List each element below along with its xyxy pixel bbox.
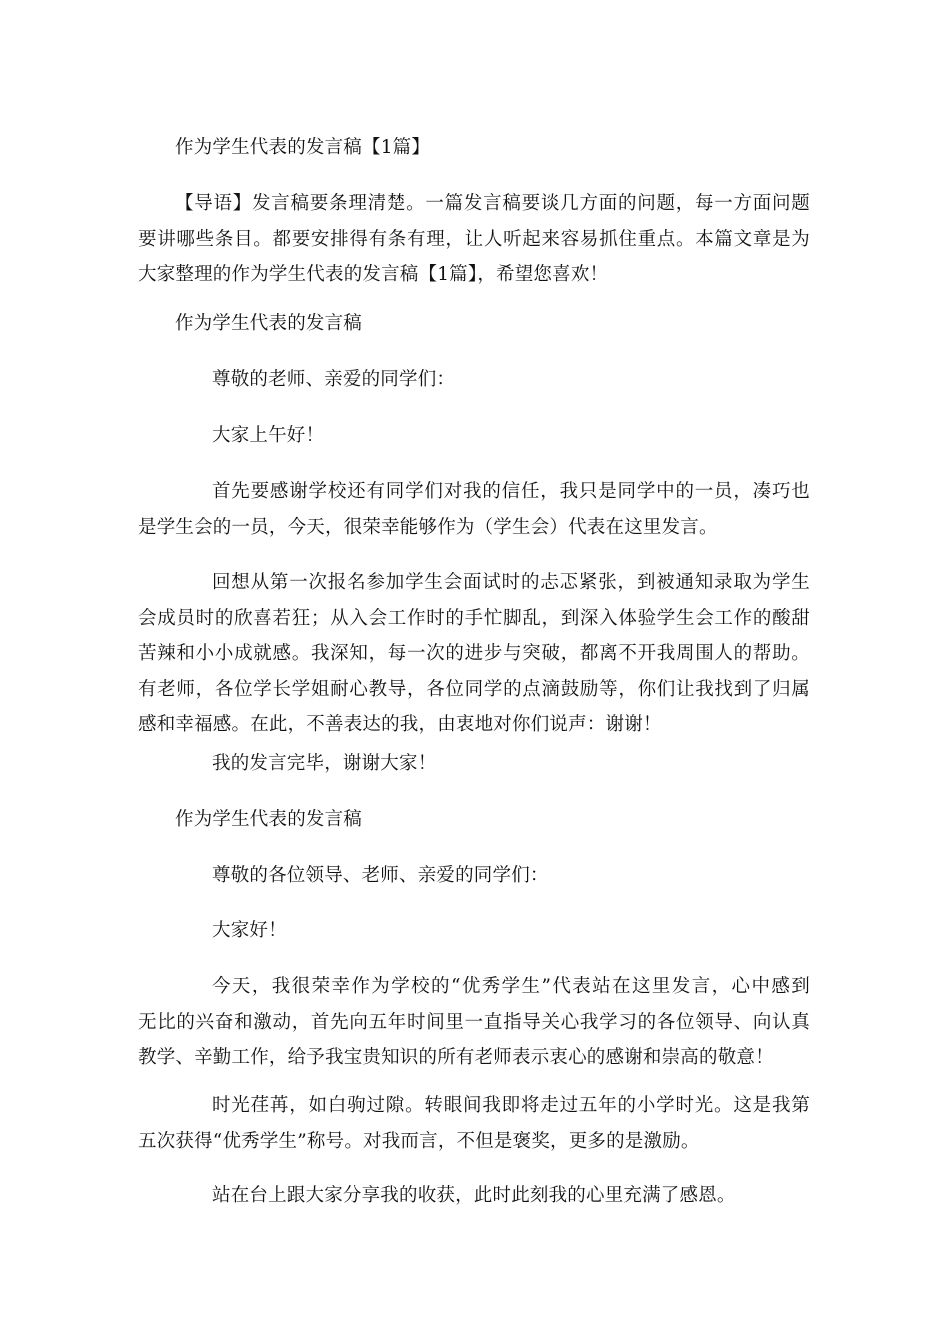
paragraph-line: 首先要感谢学校还有同学们对我的信任，我只是同学中的一员，凑巧也 bbox=[212, 481, 810, 502]
document-title bbox=[138, 130, 810, 166]
paragraph-line: 苦辣和小小成就感。我深知，每一次的进步与突破，都离不开我周围人的帮助。 bbox=[138, 643, 810, 664]
paragraph-line: 回想从第一次报名参加学生会面试时的忐忑紧张，到被通知录取为学生 bbox=[212, 572, 810, 593]
paragraph-line: 是学生会的一员，今天，很荣幸能够作为（学生会）代表在这里发言。 bbox=[138, 516, 718, 538]
paragraph-line: 无比的兴奋和激动，首先向五年时间里一直指导关心我学习的各位领导、向认真 bbox=[138, 1011, 810, 1033]
intro-paragraph bbox=[138, 186, 810, 293]
speech1-salutation bbox=[138, 362, 810, 398]
paragraph-line: 有老师，各位学长学姐耐心教导，各位同学的点滴鼓励等，你们让我找到了归属 bbox=[138, 678, 810, 700]
intro-line: 要讲哪些条目。都要安排得有条有理，让人听起来容易抓住重点。本篇文章是为 bbox=[138, 228, 810, 250]
title-text: 作为学生代表的发言稿【1篇】 bbox=[175, 137, 431, 158]
speech2-salutation bbox=[138, 858, 810, 894]
paragraph-line: 五次获得“优秀学生”称号。对我而言，不但是褒奖，更多的是激励。 bbox=[138, 1130, 700, 1152]
speech2-heading bbox=[138, 802, 810, 838]
paragraph-line: 今天，我很荣幸作为学校的“优秀学生”代表站在这里发言，心中感到 bbox=[212, 976, 810, 997]
paragraph-line: 站在台上跟大家分享我的收获，此时此刻我的心里充满了感恩。 bbox=[212, 1185, 736, 1206]
speech2-paragraph-2 bbox=[138, 1088, 810, 1159]
closing-text: 我的发言完毕，谢谢大家！ bbox=[212, 753, 437, 774]
speech1-heading bbox=[138, 306, 810, 342]
paragraph-line: 教学、辛勤工作，给予我宝贵知识的所有老师表示衷心的感谢和崇高的敬意！ bbox=[138, 1047, 774, 1068]
speech2-greeting bbox=[138, 913, 810, 949]
salutation-text: 尊敬的老师、亲爱的同学们： bbox=[212, 369, 456, 390]
speech2-paragraph-3 bbox=[138, 1178, 810, 1214]
intro-line: 大家整理的作为学生代表的发言稿【1篇】，希望您喜欢！ bbox=[138, 264, 609, 285]
paragraph-line: 感和幸福感。在此，不善表达的我，由衷地对你们说声：谢谢！ bbox=[138, 714, 662, 735]
speech1-paragraph-2 bbox=[138, 565, 810, 743]
intro-line: 【导语】发言稿要条理清楚。一篇发言稿要谈几方面的问题，每一方面问题 bbox=[175, 193, 810, 214]
greeting-text: 大家上午好！ bbox=[212, 425, 325, 446]
heading-text: 作为学生代表的发言稿 bbox=[175, 809, 363, 830]
greeting-text: 大家好！ bbox=[212, 920, 287, 941]
salutation-text: 尊敬的各位领导、老师、亲爱的同学们： bbox=[212, 865, 549, 886]
speech1-closing bbox=[138, 746, 810, 782]
speech1-greeting bbox=[138, 418, 810, 454]
speech2-paragraph-1 bbox=[138, 969, 810, 1076]
paragraph-line: 时光荏苒，如白驹过隙。转眼间我即将走过五年的小学时光。这是我第 bbox=[212, 1095, 810, 1116]
speech1-paragraph-1 bbox=[138, 474, 810, 545]
heading-text: 作为学生代表的发言稿 bbox=[175, 313, 363, 334]
paragraph-line: 会成员时的欣喜若狂；从入会工作时的手忙脚乱，到深入体验学生会工作的酸甜 bbox=[138, 607, 810, 629]
